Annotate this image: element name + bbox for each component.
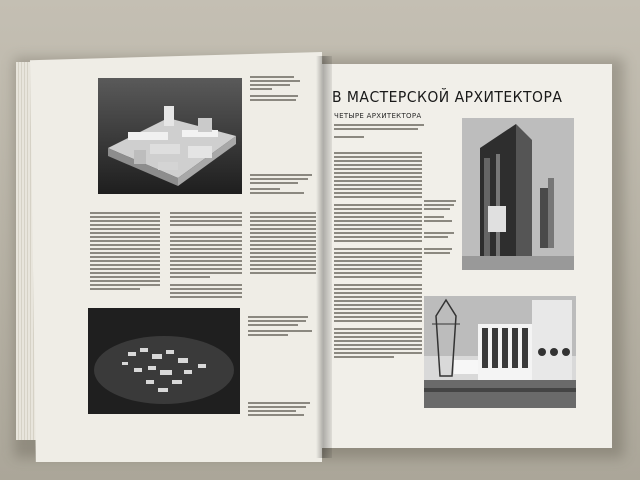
byline-lines <box>334 122 430 140</box>
right-text-column-1 <box>334 150 422 360</box>
model-photo-bottom <box>88 308 240 414</box>
article-headline: В МАСТЕРСКОЙ АРХИТЕКТОРА <box>332 88 563 106</box>
caption-block-footer <box>248 400 314 418</box>
building-photo-bottom <box>424 296 576 408</box>
left-text-column-3 <box>250 210 316 276</box>
model-photo-top <box>98 78 242 194</box>
article-subheadline: ЧЕТЫРЕ АРХИТЕКТОРА <box>334 112 422 120</box>
caption-block-top <box>250 74 302 103</box>
spine-gutter <box>316 56 332 458</box>
caption-block-mid <box>250 172 314 196</box>
right-caption-tall-photo <box>424 198 458 256</box>
left-text-column-1 <box>90 210 160 292</box>
left-page <box>30 52 322 462</box>
left-text-column-2 <box>170 210 242 300</box>
caption-block-bottom <box>248 314 314 338</box>
building-photo-tall <box>462 118 574 270</box>
